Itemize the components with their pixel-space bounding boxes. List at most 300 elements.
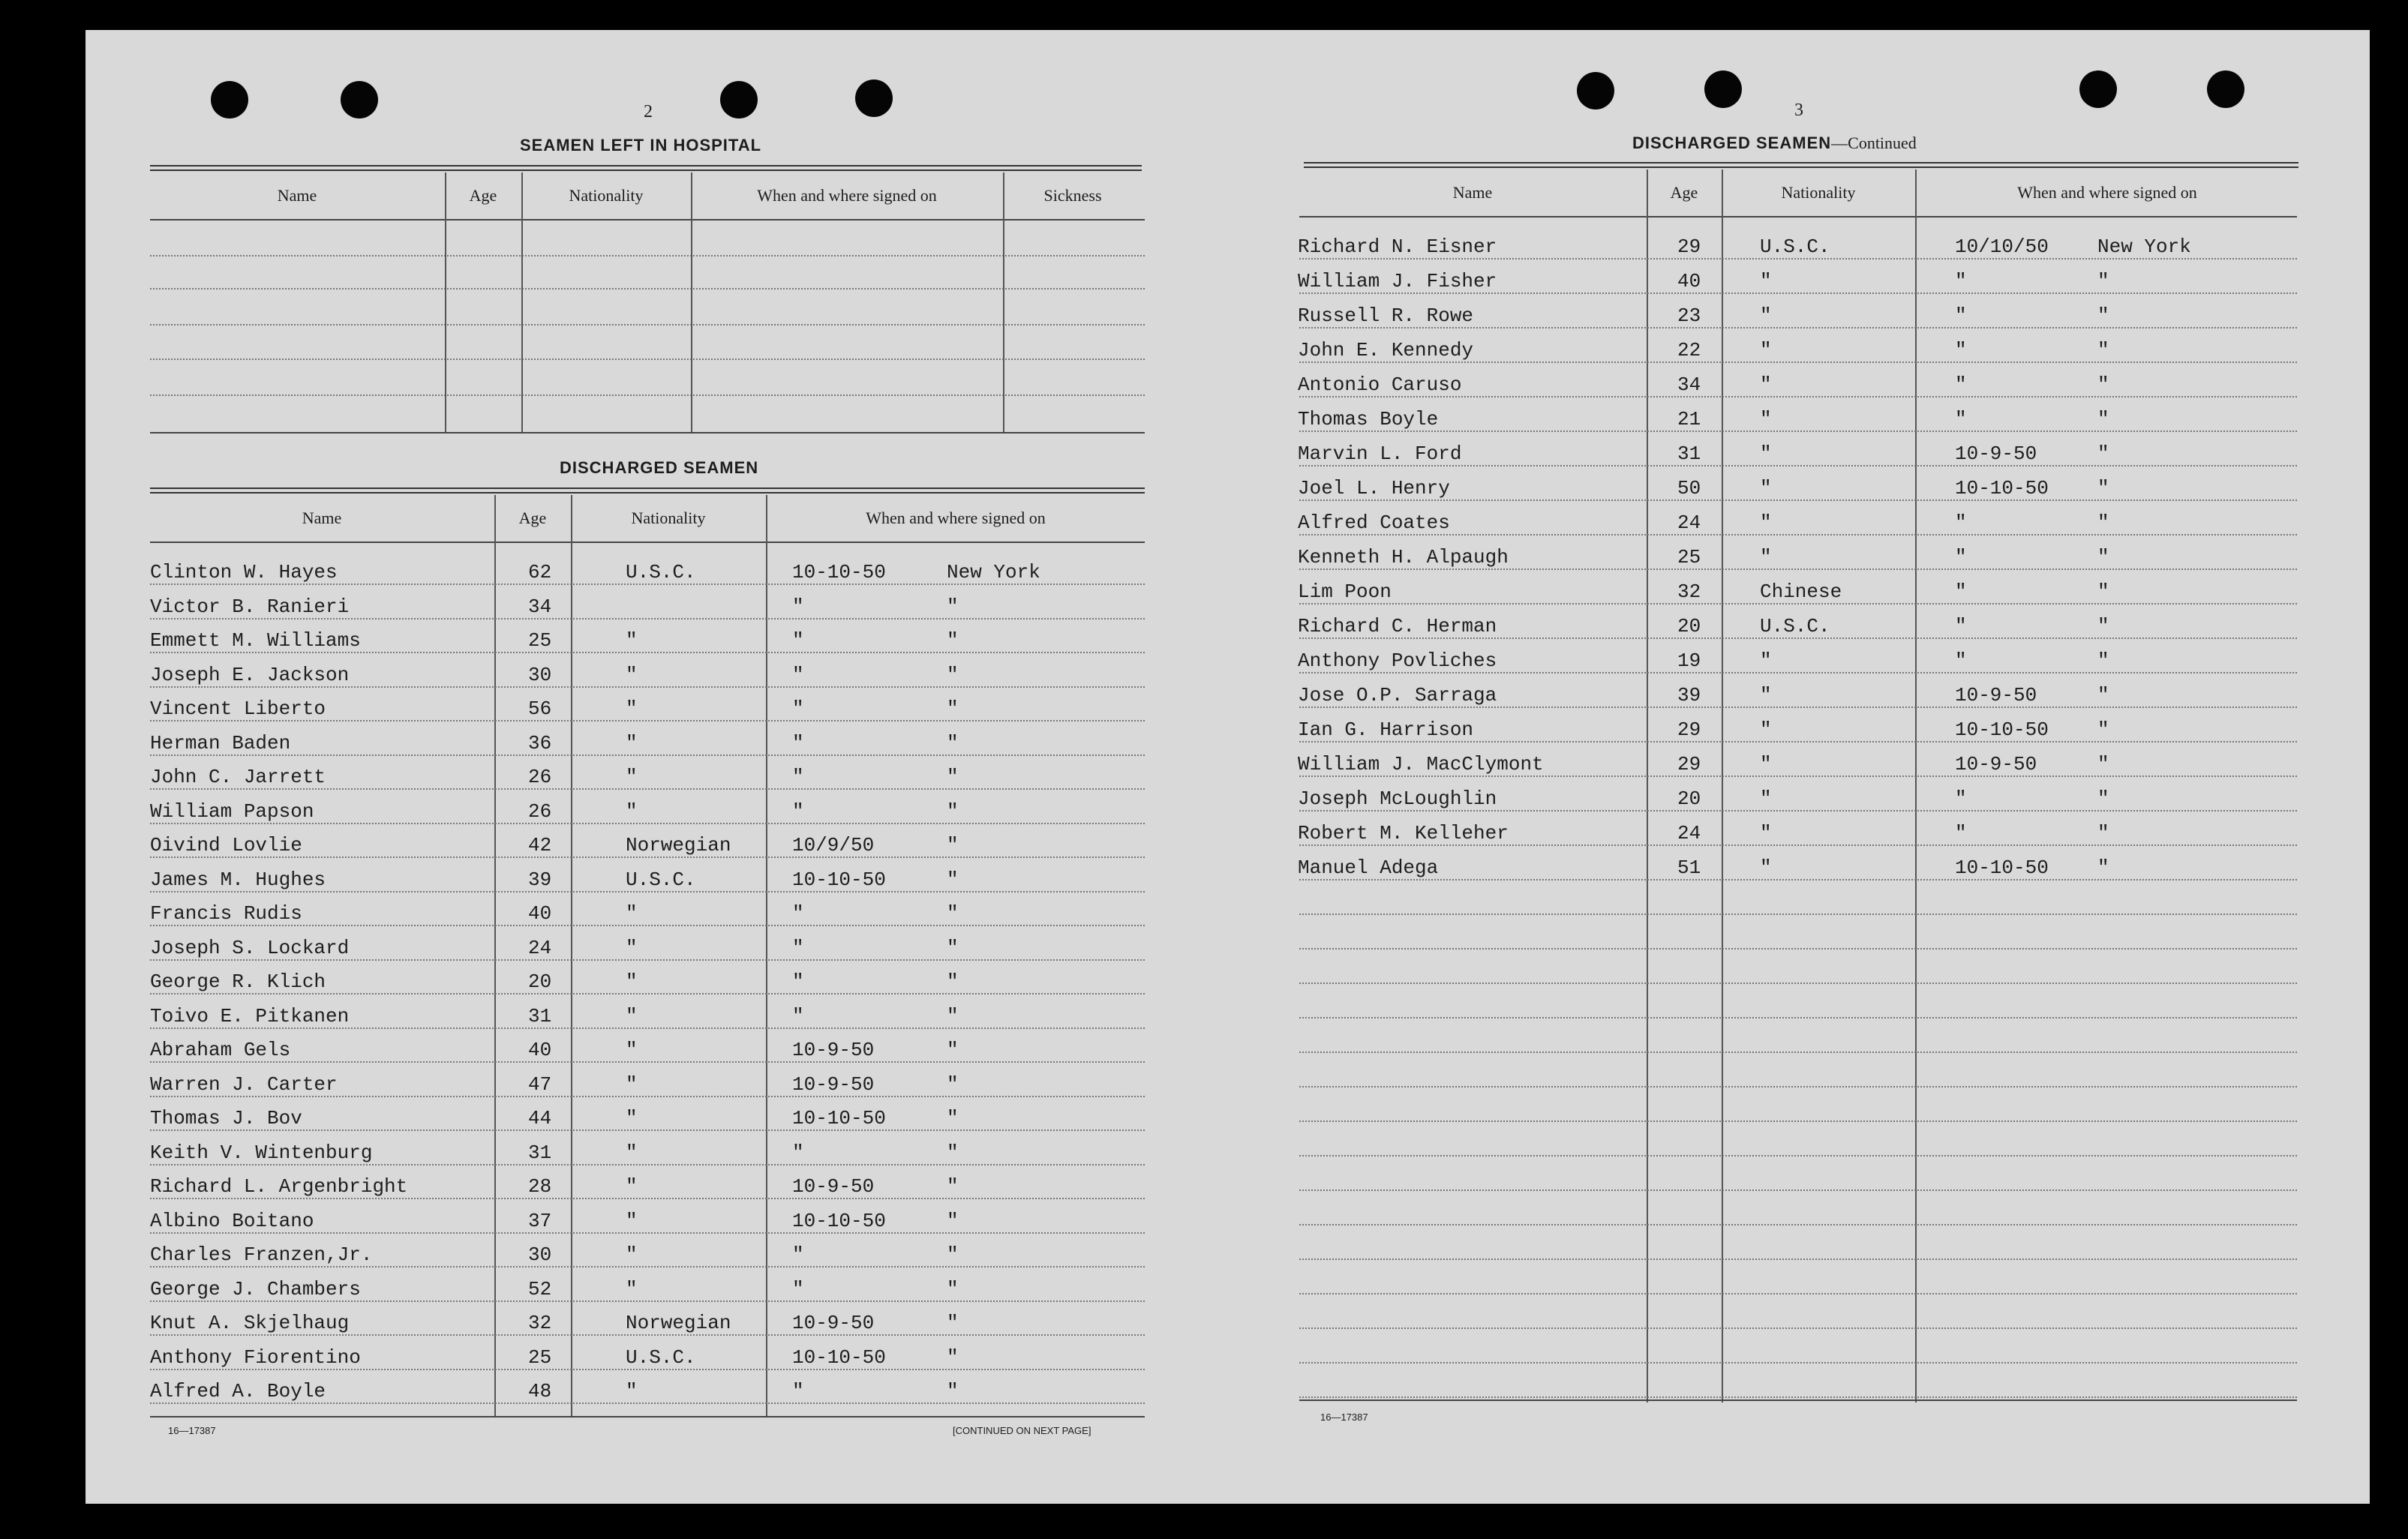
- signed-on-date: ": [792, 629, 804, 652]
- signed-on-date: ": [792, 1380, 804, 1402]
- signed-on-place: ": [947, 663, 959, 686]
- seaman-name: Manuel Adega: [1298, 856, 1439, 879]
- signed-on-place: ": [947, 902, 959, 925]
- seaman-age: 21: [1677, 408, 1701, 430]
- table-bottom-rule: [1299, 1400, 2297, 1401]
- signed-on-date: ": [1955, 374, 1967, 396]
- ruled-line: [150, 1300, 1145, 1302]
- seaman-nationality: ": [626, 1175, 638, 1198]
- signed-on-date: ": [1955, 339, 1967, 362]
- seaman-nationality: ": [1760, 512, 1772, 534]
- signed-on-date: 10-9-50: [1955, 684, 2037, 706]
- signed-on-date: ": [792, 698, 804, 720]
- ruled-line: [1299, 948, 2297, 950]
- seaman-age: 19: [1677, 650, 1701, 672]
- column-header: Nationality: [569, 186, 644, 205]
- signed-on-place: ": [2097, 718, 2109, 741]
- seaman-nationality: Norwegian: [626, 1312, 731, 1334]
- seaman-name: Anthony Fiorentino: [150, 1346, 361, 1369]
- ruled-line: [150, 993, 1145, 994]
- seaman-nationality: ": [626, 1277, 638, 1300]
- column-header: Age: [518, 508, 547, 527]
- ruled-line: [150, 1164, 1145, 1166]
- seaman-name: George R. Klich: [150, 970, 326, 993]
- continued-note: [CONTINUED ON NEXT PAGE]: [953, 1425, 1091, 1436]
- title-main: DISCHARGED SEAMEN: [1632, 134, 1832, 152]
- seaman-nationality: ": [626, 1244, 638, 1266]
- column-header: Age: [469, 186, 497, 205]
- seaman-age: 32: [528, 1312, 552, 1334]
- seaman-age: 25: [528, 1346, 552, 1369]
- seaman-age: 20: [1677, 615, 1701, 638]
- seaman-nationality: ": [626, 663, 638, 686]
- signed-on-place: ": [947, 1175, 959, 1198]
- seaman-name: Keith V. Wintenburg: [150, 1141, 373, 1164]
- column-header: Name: [277, 186, 317, 205]
- punch-hole: [2079, 70, 2117, 108]
- seaman-name: Joseph E. Jackson: [150, 663, 350, 686]
- seaman-nationality: ": [626, 629, 638, 652]
- seaman-name: Alfred Coates: [1298, 512, 1450, 534]
- signed-on-place: ": [2097, 374, 2109, 396]
- seaman-age: 31: [528, 1004, 552, 1028]
- seaman-nationality: ": [626, 800, 638, 823]
- ruled-line: [1299, 638, 2297, 639]
- ruled-line: [150, 584, 1145, 585]
- seaman-age: 28: [528, 1175, 552, 1198]
- signed-on-place: ": [947, 1141, 959, 1164]
- signed-on-date: 10-9-50: [792, 1312, 875, 1334]
- ruled-line: [150, 1369, 1145, 1370]
- ruled-line: [1299, 534, 2297, 536]
- header-rule: [150, 219, 1145, 220]
- seaman-age: 39: [528, 868, 552, 891]
- ruled-line: [150, 1334, 1145, 1336]
- ruled-line: [1299, 776, 2297, 777]
- signed-on-place: ": [2097, 856, 2109, 879]
- seaman-name: Knut A. Skjelhaug: [150, 1312, 350, 1334]
- seaman-name: Abraham Gels: [150, 1039, 291, 1061]
- signed-on-date: 10-10-50: [792, 1209, 886, 1232]
- signed-on-place: ": [2097, 270, 2109, 292]
- seaman-nationality: U.S.C.: [1760, 236, 1830, 258]
- seaman-age: 36: [528, 731, 552, 754]
- seaman-nationality: ": [1760, 442, 1772, 465]
- column-divider: [521, 172, 523, 432]
- signed-on-date: ": [1955, 615, 1967, 638]
- seaman-name: Thomas J. Bov: [150, 1107, 302, 1130]
- seaman-age: 40: [1677, 270, 1701, 292]
- signed-on-place: ": [947, 1346, 959, 1369]
- seaman-nationality: ": [626, 1107, 638, 1130]
- seaman-name: Vincent Liberto: [150, 698, 326, 720]
- seaman-name: Albino Boitano: [150, 1209, 314, 1232]
- ruled-line: [1299, 465, 2297, 466]
- ruled-line: [150, 1232, 1145, 1234]
- signed-on-date: ": [792, 1277, 804, 1300]
- seaman-age: 52: [528, 1277, 552, 1300]
- seaman-age: 40: [528, 902, 552, 925]
- column-header: When and where signed on: [2017, 183, 2197, 202]
- signed-on-date: 10-10-50: [792, 1107, 886, 1130]
- page-number: 2: [644, 102, 653, 122]
- ruled-line: [1299, 362, 2297, 363]
- signed-on-place: ": [2097, 408, 2109, 430]
- seaman-nationality: U.S.C.: [626, 561, 696, 584]
- seaman-name: William J. MacClymont: [1298, 753, 1544, 776]
- ruled-line: [1299, 914, 2297, 915]
- seaman-age: 31: [528, 1141, 552, 1164]
- seaman-nationality: ": [1760, 374, 1772, 396]
- signed-on-place: ": [947, 766, 959, 788]
- ruled-line: [150, 1266, 1145, 1268]
- signed-on-date: 10-9-50: [1955, 442, 2037, 465]
- seaman-age: 29: [1677, 753, 1701, 776]
- seaman-nationality: ": [626, 731, 638, 754]
- seaman-nationality: ": [1760, 304, 1772, 327]
- ruled-line: [150, 255, 1145, 256]
- form-number: 16—17387: [168, 1425, 216, 1436]
- seaman-name: George J. Chambers: [150, 1277, 361, 1300]
- seaman-age: 34: [1677, 374, 1701, 396]
- signed-on-date: 10-9-50: [792, 1072, 875, 1096]
- ruled-line: [1299, 568, 2297, 570]
- ruled-line: [150, 324, 1145, 326]
- signed-on-place: ": [947, 1380, 959, 1402]
- signed-on-place: ": [947, 970, 959, 993]
- signed-on-date: ": [1955, 304, 1967, 327]
- seaman-age: 25: [1677, 546, 1701, 568]
- signed-on-date: ": [792, 766, 804, 788]
- signed-on-date: ": [792, 800, 804, 823]
- ruled-line: [150, 925, 1145, 926]
- seaman-age: 47: [528, 1072, 552, 1096]
- ruled-line: [1299, 1293, 2297, 1294]
- table-bottom-rule: [150, 1416, 1145, 1418]
- column-header: Age: [1670, 183, 1698, 202]
- signed-on-place: ": [2097, 512, 2109, 534]
- seaman-nationality: ": [1760, 753, 1772, 776]
- signed-on-place: ": [2097, 580, 2109, 603]
- ruled-line: [1299, 741, 2297, 742]
- column-header: Name: [1452, 183, 1493, 202]
- ruled-line: [1299, 879, 2297, 880]
- signed-on-place: ": [2097, 684, 2109, 706]
- ruled-line: [150, 686, 1145, 688]
- seaman-age: 56: [528, 698, 552, 720]
- seaman-nationality: ": [1760, 822, 1772, 844]
- seaman-age: 29: [1677, 718, 1701, 741]
- seaman-age: 37: [528, 1209, 552, 1232]
- signed-on-date: 10-10-50: [1955, 477, 2049, 500]
- seaman-nationality: ": [626, 766, 638, 788]
- punch-hole: [855, 80, 893, 117]
- column-header: Name: [302, 508, 342, 527]
- title-suffix: —Continued: [1831, 134, 1917, 152]
- ruled-line: [150, 1198, 1145, 1199]
- punch-hole: [2207, 70, 2244, 108]
- seaman-age: 26: [528, 766, 552, 788]
- seaman-age: 34: [528, 595, 552, 618]
- seaman-name: William J. Fisher: [1298, 270, 1497, 292]
- seaman-nationality: ": [626, 1004, 638, 1028]
- seaman-nationality: ": [626, 936, 638, 959]
- seaman-age: 20: [1677, 788, 1701, 810]
- column-divider: [691, 172, 692, 432]
- ruled-line: [1299, 1120, 2297, 1122]
- discharged-section-title: DISCHARGED SEAMEN: [560, 458, 759, 477]
- signed-on-date: ": [1955, 512, 1967, 534]
- double-rule: [150, 488, 1145, 494]
- seaman-age: 42: [528, 834, 552, 856]
- signed-on-place: ": [2097, 339, 2109, 362]
- signed-on-date: 10-10-50: [792, 561, 886, 584]
- seaman-age: 25: [528, 629, 552, 652]
- signed-on-date: 10-10-50: [1955, 856, 2049, 879]
- seaman-age: 24: [528, 936, 552, 959]
- seaman-nationality: ": [626, 1141, 638, 1164]
- signed-on-date: ": [1955, 270, 1967, 292]
- signed-on-date: 10-9-50: [792, 1039, 875, 1061]
- signed-on-place: ": [2097, 753, 2109, 776]
- signed-on-date: ": [792, 1244, 804, 1266]
- signed-on-place: ": [947, 629, 959, 652]
- ruled-line: [1299, 1258, 2297, 1260]
- punch-hole: [1704, 70, 1742, 108]
- double-rule: [150, 165, 1142, 171]
- seaman-name: Richard L. Argenbright: [150, 1175, 408, 1198]
- signed-on-place: ": [947, 1312, 959, 1334]
- seaman-name: Anthony Povliches: [1298, 650, 1497, 672]
- ruled-line: [1299, 844, 2297, 846]
- seaman-name: Toivo E. Pitkanen: [150, 1004, 350, 1028]
- discharged-continued-title: [1632, 134, 1917, 153]
- ruled-line: [150, 891, 1145, 892]
- signed-on-place: ": [947, 868, 959, 891]
- signed-on-place: ": [947, 731, 959, 754]
- seaman-nationality: U.S.C.: [1760, 615, 1830, 638]
- signed-on-date: ": [1955, 650, 1967, 672]
- signed-on-place: ": [947, 936, 959, 959]
- column-divider: [445, 172, 446, 432]
- ruled-line: [1299, 810, 2297, 812]
- ruled-line: [1299, 982, 2297, 984]
- signed-on-place: ": [947, 595, 959, 618]
- seaman-name: Victor B. Ranieri: [150, 595, 350, 618]
- signed-on-place: New York: [947, 561, 1040, 584]
- seaman-nationality: ": [1760, 408, 1772, 430]
- column-header: When and where signed on: [866, 508, 1046, 527]
- seaman-age: 50: [1677, 477, 1701, 500]
- ruled-line: [150, 1130, 1145, 1131]
- seaman-age: 30: [528, 1244, 552, 1266]
- seaman-name: Warren J. Carter: [150, 1072, 338, 1096]
- ruled-line: [1299, 1190, 2297, 1191]
- seaman-nationality: ": [626, 970, 638, 993]
- column-divider: [1003, 172, 1004, 432]
- seaman-age: 62: [528, 561, 552, 584]
- seaman-nationality: ": [1760, 477, 1772, 500]
- ruled-line: [1299, 1362, 2297, 1364]
- ruled-line: [1299, 258, 2297, 260]
- signed-on-place: ": [947, 1004, 959, 1028]
- form-number: 16—17387: [1320, 1412, 1368, 1423]
- signed-on-date: 10/9/50: [792, 834, 875, 856]
- ruled-line: [150, 288, 1145, 290]
- signed-on-date: 10-10-50: [792, 1346, 886, 1369]
- signed-on-place: ": [947, 1072, 959, 1096]
- seaman-name: Joseph S. Lockard: [150, 936, 350, 959]
- seaman-nationality: ": [1760, 650, 1772, 672]
- signed-on-date: ": [1955, 788, 1967, 810]
- seaman-name: Francis Rudis: [150, 902, 302, 925]
- column-header: Nationality: [631, 508, 706, 527]
- table-bottom-rule: [150, 432, 1145, 434]
- ruled-line: [1299, 292, 2297, 294]
- signed-on-date: ": [792, 731, 804, 754]
- seaman-age: 51: [1677, 856, 1701, 879]
- ruled-line: [150, 823, 1145, 824]
- seaman-name: Jose O.P. Sarraga: [1298, 684, 1497, 706]
- ruled-line: [1299, 430, 2297, 432]
- seaman-nationality: ": [1760, 788, 1772, 810]
- signed-on-place: ": [947, 800, 959, 823]
- column-divider: [1722, 170, 1723, 1402]
- page-number: 3: [1794, 100, 1803, 120]
- ruled-line: [1299, 1086, 2297, 1088]
- ruled-line: [1299, 396, 2297, 398]
- ruled-line: [1299, 1396, 2297, 1398]
- signed-on-date: ": [1955, 546, 1967, 568]
- seaman-age: 31: [1677, 442, 1701, 465]
- seaman-age: 23: [1677, 304, 1701, 327]
- signed-on-place: ": [947, 1039, 959, 1061]
- signed-on-place: ": [2097, 650, 2109, 672]
- seaman-age: 29: [1677, 236, 1701, 258]
- signed-on-place: ": [947, 1209, 959, 1232]
- signed-on-place: ": [2097, 546, 2109, 568]
- signed-on-date: ": [792, 595, 804, 618]
- ruled-line: [1299, 672, 2297, 674]
- signed-on-place: ": [2097, 442, 2109, 465]
- column-divider: [1915, 170, 1917, 1402]
- signed-on-date: ": [792, 970, 804, 993]
- seaman-nationality: ": [626, 698, 638, 720]
- seaman-age: 32: [1677, 580, 1701, 603]
- punch-hole: [1577, 72, 1614, 110]
- signed-on-date: 10-10-50: [1955, 718, 2049, 741]
- seaman-nationality: ": [626, 1209, 638, 1232]
- seaman-name: Herman Baden: [150, 731, 291, 754]
- signed-on-date: 10-9-50: [1955, 753, 2037, 776]
- signed-on-place: ": [947, 1244, 959, 1266]
- header-rule: [1299, 216, 2297, 218]
- seaman-name: Antonio Caruso: [1298, 374, 1462, 396]
- signed-on-date: ": [792, 936, 804, 959]
- seaman-age: 24: [1677, 512, 1701, 534]
- seaman-nationality: ": [626, 1039, 638, 1061]
- seaman-name: William Papson: [150, 800, 314, 823]
- signed-on-date: 10/10/50: [1955, 236, 2049, 258]
- ruled-line: [150, 754, 1145, 756]
- ruled-line: [150, 1096, 1145, 1097]
- seaman-age: 44: [528, 1107, 552, 1130]
- seaman-nationality: ": [1760, 856, 1772, 879]
- signed-on-date: ": [1955, 408, 1967, 430]
- ruled-line: [150, 1061, 1145, 1063]
- hospital-section-title: SEAMEN LEFT IN HOSPITAL: [520, 136, 762, 154]
- signed-on-place: ": [947, 698, 959, 720]
- punch-hole: [720, 81, 758, 118]
- column-header: When and where signed on: [757, 186, 937, 205]
- column-header: Nationality: [1781, 183, 1856, 202]
- ruled-line: [1299, 1224, 2297, 1226]
- seaman-nationality: Chinese: [1760, 580, 1842, 603]
- column-divider: [494, 495, 496, 1416]
- column-divider: [1647, 170, 1648, 1402]
- seaman-name: Ian G. Harrison: [1298, 718, 1474, 741]
- seaman-nationality: Norwegian: [626, 834, 731, 856]
- seaman-nationality: ": [1760, 684, 1772, 706]
- ruled-line: [1299, 603, 2297, 604]
- seaman-name: Emmett M. Williams: [150, 629, 361, 652]
- signed-on-place: ": [2097, 477, 2109, 500]
- seaman-name: Charles Franzen,Jr.: [150, 1244, 373, 1266]
- seaman-age: 24: [1677, 822, 1701, 844]
- seaman-name: Robert M. Kelleher: [1298, 822, 1509, 844]
- seaman-name: John C. Jarrett: [150, 766, 326, 788]
- ruled-line: [150, 1028, 1145, 1029]
- seaman-nationality: U.S.C.: [626, 868, 696, 891]
- ruled-line: [150, 788, 1145, 790]
- seaman-nationality: ": [1760, 339, 1772, 362]
- seaman-nationality: ": [1760, 718, 1772, 741]
- header-rule: [150, 542, 1145, 543]
- ruled-line: [150, 358, 1145, 360]
- ruled-line: [150, 618, 1145, 620]
- seaman-name: Kenneth H. Alpaugh: [1298, 546, 1509, 568]
- seaman-name: Thomas Boyle: [1298, 408, 1439, 430]
- seaman-name: Russell R. Rowe: [1298, 304, 1474, 327]
- seaman-name: James M. Hughes: [150, 868, 326, 891]
- signed-on-place: ": [947, 834, 959, 856]
- seaman-name: Clinton W. Hayes: [150, 561, 338, 584]
- column-divider: [571, 495, 572, 1416]
- ruled-line: [1299, 1017, 2297, 1018]
- seaman-nationality: ": [626, 902, 638, 925]
- seaman-name: Richard N. Eisner: [1298, 236, 1497, 258]
- column-header: Sickness: [1043, 186, 1102, 205]
- signed-on-date: 10-9-50: [792, 1175, 875, 1198]
- signed-on-date: ": [792, 902, 804, 925]
- seaman-nationality: ": [626, 1072, 638, 1096]
- seaman-name: Alfred A. Boyle: [150, 1380, 326, 1402]
- signed-on-date: ": [1955, 822, 1967, 844]
- signed-on-place: ": [947, 1277, 959, 1300]
- ruled-line: [150, 394, 1145, 396]
- signed-on-date: ": [792, 663, 804, 686]
- seaman-age: 30: [528, 663, 552, 686]
- seaman-age: 26: [528, 800, 552, 823]
- seaman-age: 40: [528, 1039, 552, 1061]
- punch-hole: [341, 81, 378, 118]
- seaman-nationality: ": [1760, 546, 1772, 568]
- ruled-line: [150, 720, 1145, 722]
- column-divider: [766, 495, 767, 1416]
- seaman-name: John E. Kennedy: [1298, 339, 1474, 362]
- seaman-nationality: U.S.C.: [626, 1346, 696, 1369]
- seaman-name: Marvin L. Ford: [1298, 442, 1462, 465]
